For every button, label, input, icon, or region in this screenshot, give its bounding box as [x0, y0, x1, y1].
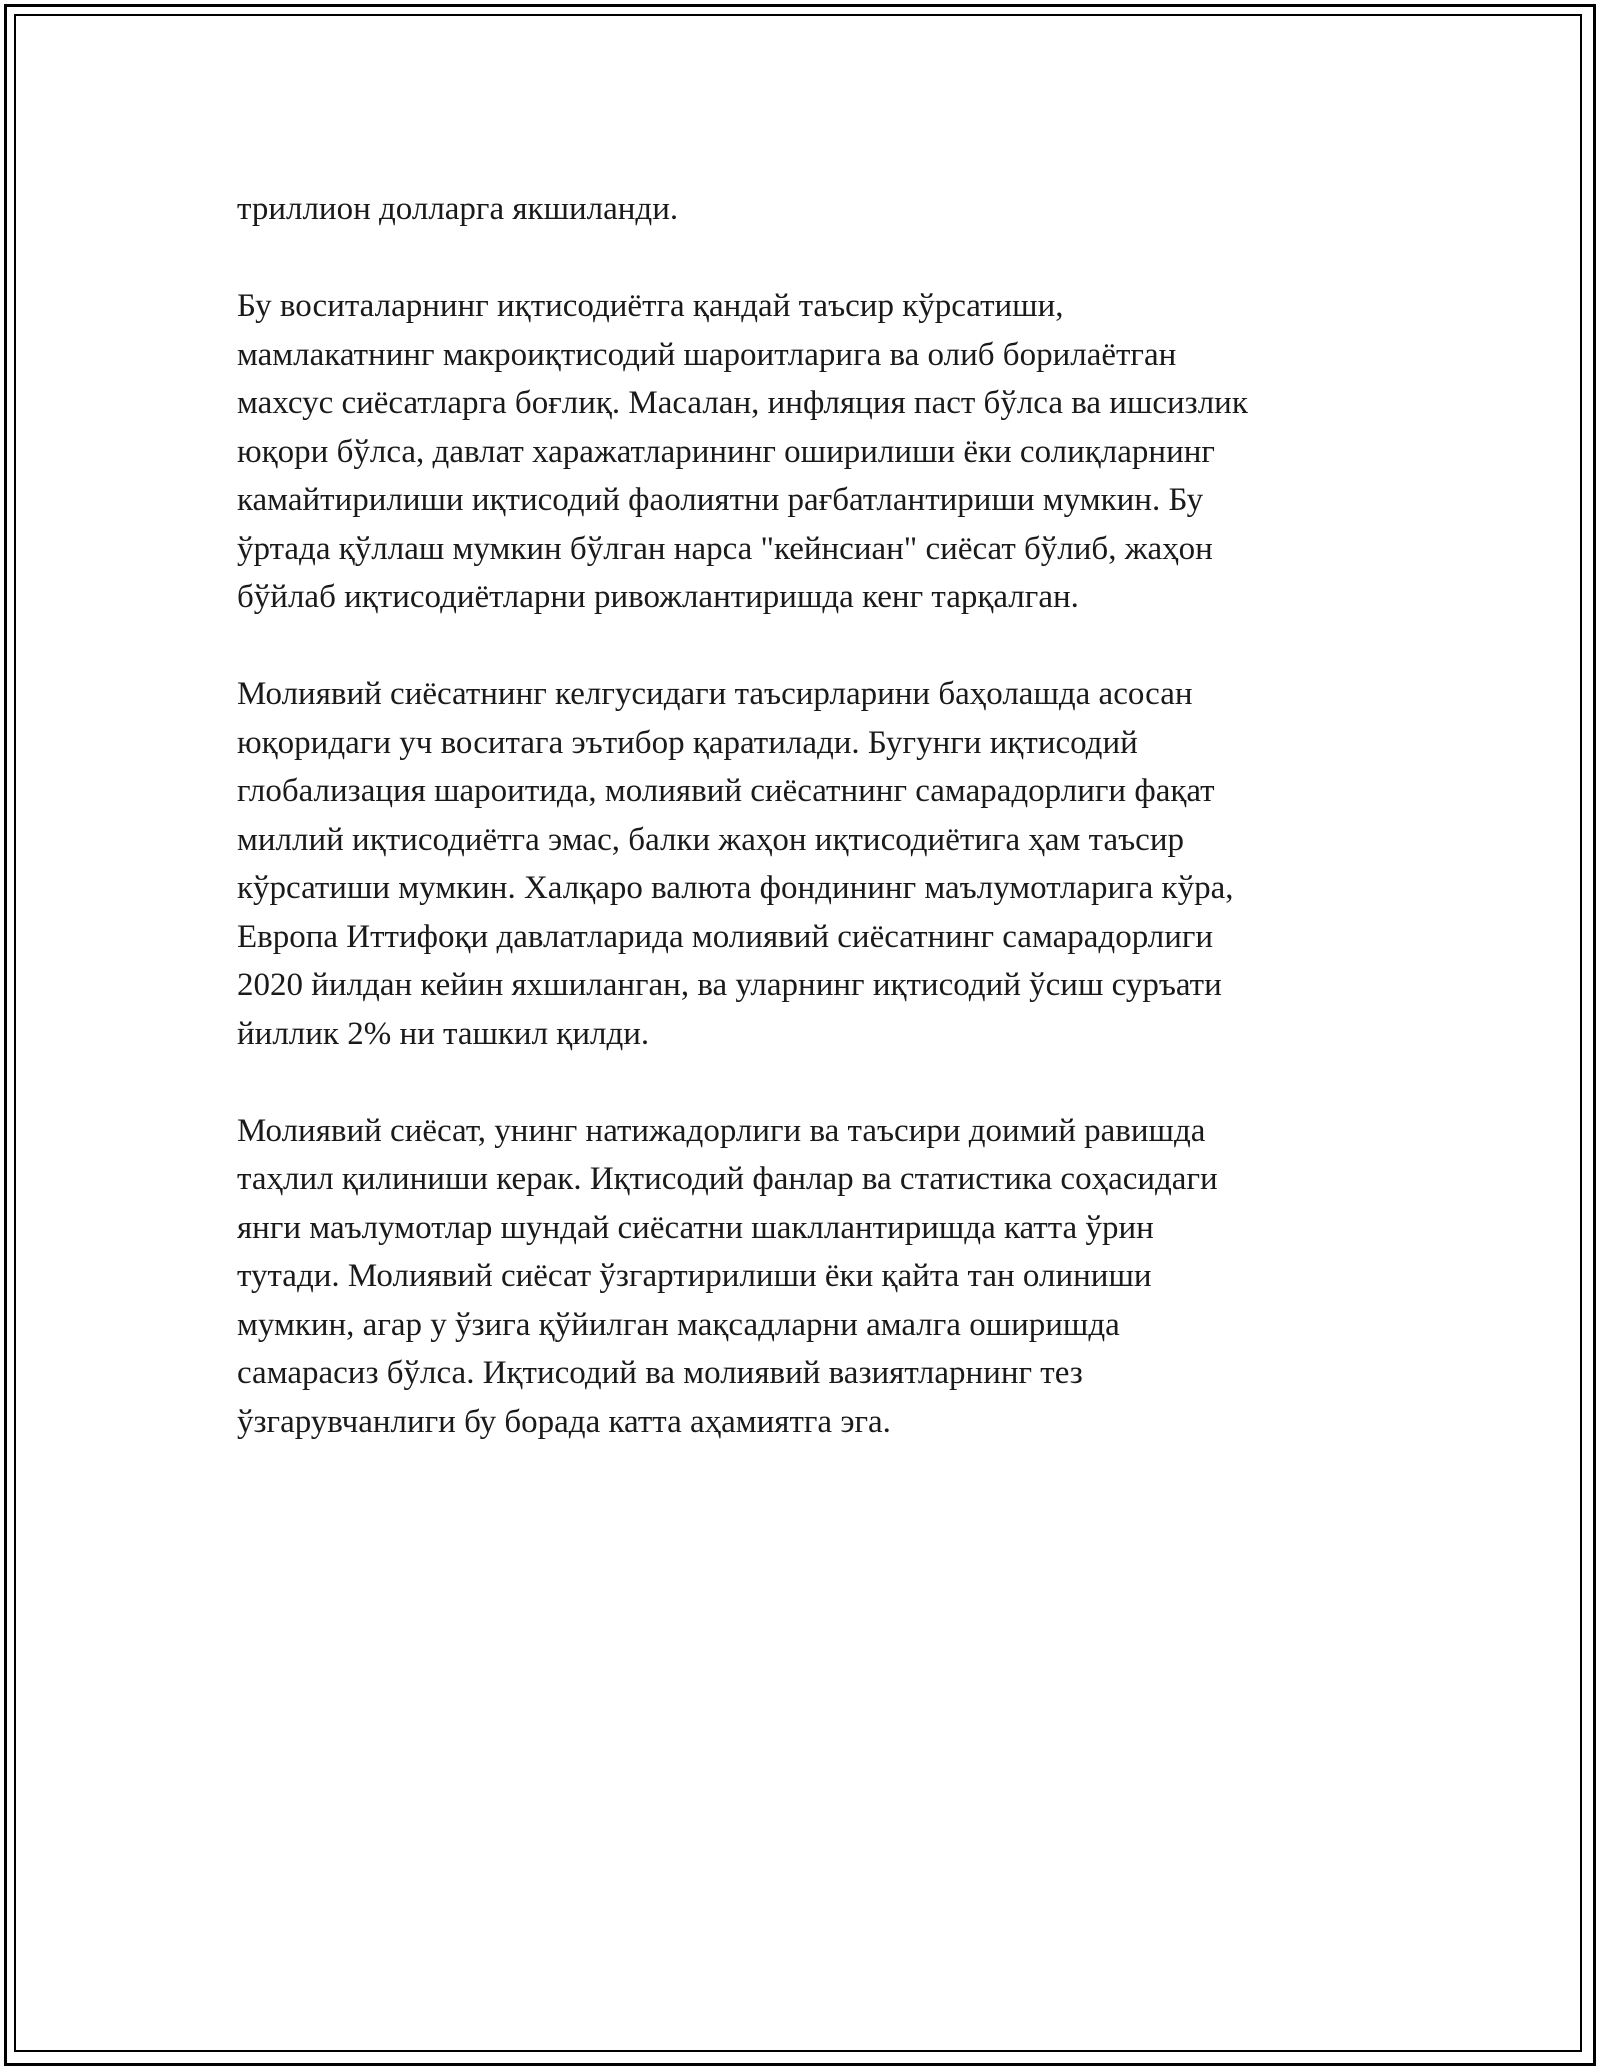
text-line: ўзгарувчанлиги бу борада катта аҳамиятга эга. — [237, 1403, 891, 1440]
text-line: йиллик 2% ни ташкил қилди. — [237, 1015, 650, 1052]
text-line: Молиявий сиёсатнинг келгусидаги таъсирларини баҳолашда асосан — [237, 676, 1193, 712]
paragraph-3 — [237, 670, 1377, 1058]
text-line: Бу воситаларнинг иқтисодиётга қандай таъсир кўрсатиши, — [237, 288, 1064, 324]
text-line: ўртада қўллаш мумкин бўлган нарса "кейнсиан" сиёсат бўлиб, жаҳон — [237, 530, 1213, 567]
text-line: бўйлаб иқтисодиётларни ривожлантиришда кенг тарқалган. — [237, 579, 1079, 615]
text-line: таҳлил қилиниши керак. Иқтисодий фанлар ва статистика соҳасидаги — [237, 1161, 1218, 1197]
text-line: юқоридаги уч воситага эътибор қаратилади. Бугунги иқтисодий — [237, 724, 1138, 761]
text-line: глобализация шароитида, молиявий сиёсатнинг самарадорлиги фақат — [237, 773, 1215, 809]
text-line: кўрсатиши мумкин. Халқаро валюта фондининг маълумотларига кўра, — [237, 870, 1234, 906]
text-line: Молиявий сиёсат, унинг натижадорлиги ва таъсири доимий равишда — [237, 1112, 1206, 1149]
text-line: янги маълумотлар шундай сиёсатни шакллантиришда катта ўрин — [237, 1209, 1154, 1246]
text-line: махсус сиёсатларга боғлиқ. Масалан, инфляция паст бўлса ва ишсизлик — [237, 385, 1248, 421]
text-line: миллий иқтисодиётга эмас, балки жаҳон иқтисодиётига ҳам таъсир — [237, 821, 1184, 858]
text-line: мумкин, агар у ўзига қўйилган мақсадларни амалга оширишда — [237, 1306, 1120, 1343]
text-line: самарасиз бўлса. Иқтисодий ва молиявий вазиятларнинг тез — [237, 1355, 1083, 1391]
text-line: триллион долларга якшиланди. — [237, 191, 679, 227]
paragraph-4 — [237, 1107, 1377, 1447]
paragraph-2 — [237, 282, 1377, 622]
text-line: мамлакатнинг макроиқтисодий шароитларига ва олиб борилаётган — [237, 336, 1177, 373]
document-body — [237, 185, 1377, 1495]
paragraph-1 — [237, 185, 1377, 234]
text-line: 2020 йилдан кейин яхшиланган, ва уларнинг иқтисодий ўсиш суръати — [237, 967, 1222, 1003]
text-line: тутади. Молиявий сиёсат ўзгартирилиши ёки қайта тан олиниши — [237, 1258, 1152, 1294]
text-line: Европа Иттифоқи давлатларида молиявий сиёсатнинг самарадорлиги — [237, 918, 1214, 955]
text-line: юқори бўлса, давлат харажатларининг оширилиши ёки солиқларнинг — [237, 433, 1215, 470]
text-line: камайтирилиши иқтисодий фаолиятни рағбатлантириши мумкин. Бу — [237, 482, 1204, 518]
